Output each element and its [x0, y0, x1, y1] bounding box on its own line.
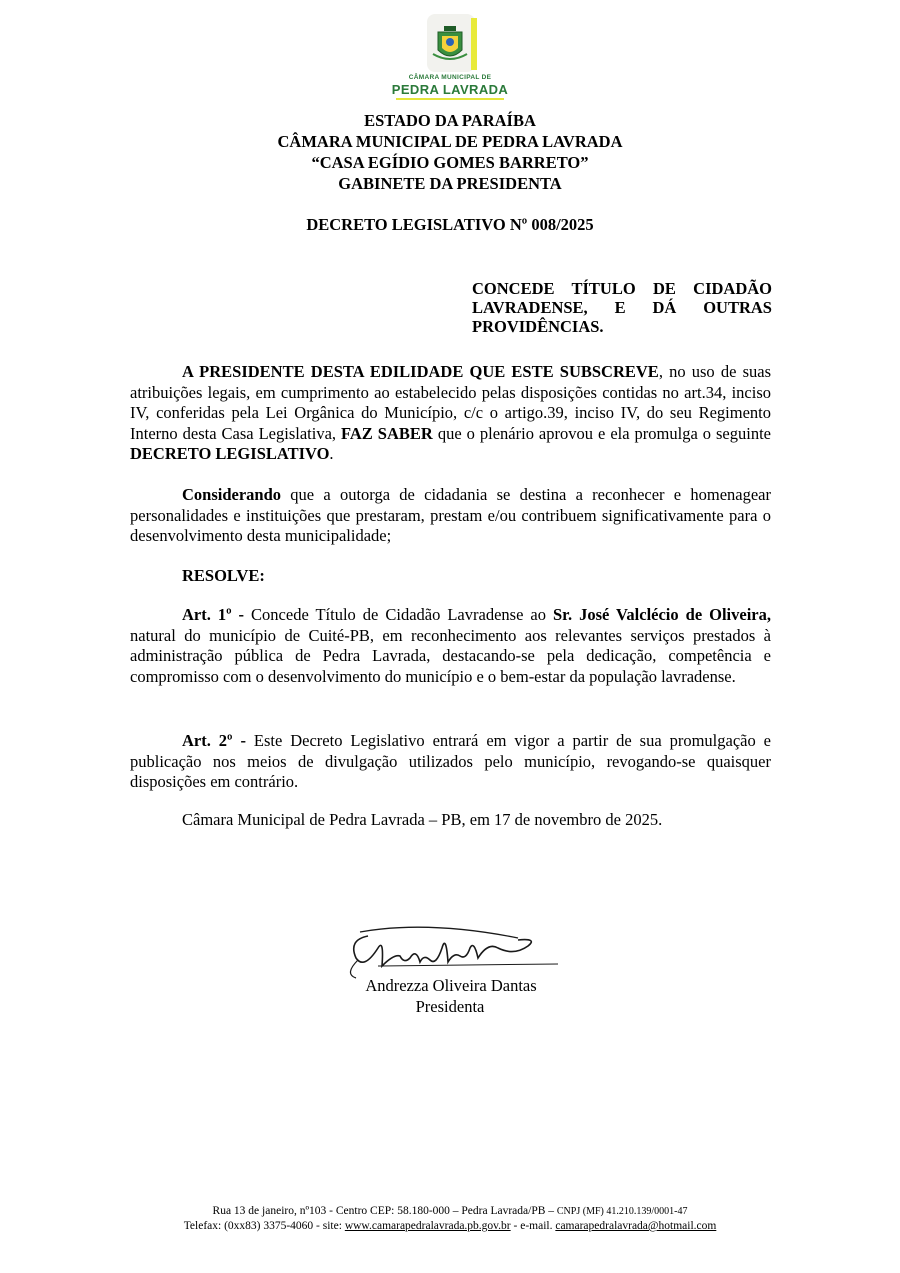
- place-and-date: [130, 810, 771, 831]
- resolve-label: RESOLVE:: [182, 566, 265, 585]
- decree-number: DECRETO LEGISLATIVO Nº 008/2025: [306, 215, 594, 234]
- honoree-name: Sr. José Valclécio de Oliveira,: [552, 605, 771, 624]
- considering-paragraph: [130, 485, 771, 547]
- page-footer: [0, 1204, 900, 1233]
- header-office: GABINETE DA PRESIDENTA: [338, 174, 562, 193]
- article-1-text-a: Concede Título de Cidadão Lavradense ao: [251, 605, 553, 624]
- footer-site-link[interactable]: www.camarapedralavrada.pb.gov.br: [344, 1220, 511, 1232]
- header-house-name: “CASA EGÍDIO GOMES BARRETO”: [311, 153, 589, 172]
- preamble-bold-mid: FAZ SABER: [341, 423, 433, 443]
- preamble-bold-end: DECRETO LEGISLATIVO: [130, 444, 330, 463]
- place-date-text: Câmara Municipal de Pedra Lavrada – PB, em 17 de novembro de 2025.: [182, 810, 663, 829]
- considering-label: Considerando: [182, 485, 282, 504]
- decree-summary: CONCEDE TÍTULO DE CIDADÃO LAVRADENSE, E DÁ OUTRAS PROVIDÊNCIAS.: [472, 279, 772, 336]
- article-2: [130, 731, 771, 793]
- preamble-text-c: .: [329, 444, 334, 463]
- footer-address: Rua 13 de janeiro, nº103 - Centro CEP: 58.180-000 – Pedra Lavrada/PB –: [212, 1205, 557, 1217]
- article-1-label: Art. 1º -: [182, 605, 252, 624]
- document-header: [0, 110, 900, 194]
- chamber-logo: [388, 12, 512, 104]
- article-2-text: Este Decreto Legislativo entrará em vigor a partir de sua promulgação e publicação nos meios de divulgação utilizados pelo município, revogando-se quaisquer disposições em contrário.: [130, 731, 771, 791]
- footer-cnpj: CNPJ (MF) 41.210.139/0001-47: [556, 1206, 688, 1217]
- preamble-paragraph: [130, 362, 771, 465]
- preamble-bold-start: A PRESIDENTE DESTA EDILIDADE QUE ESTE SUBSCREVE: [182, 362, 659, 381]
- logo-underline: [396, 98, 504, 100]
- footer-phone: Telefax: (0xx83) 3375-4060 - site:: [183, 1220, 345, 1232]
- header-chamber: CÂMARA MUNICIPAL DE PEDRA LAVRADA: [277, 132, 623, 151]
- signer-block: [0, 975, 900, 1017]
- preamble-text-a: , no uso de suas atribuições legais, em cumprimento ao estabelecido pelas disposições contidas no art.34, inciso IV, conferidas pela Lei Orgânica do Município, c/c o artigo.39, inciso IV, do seu Regimento Interno desta Casa Legislativa,: [130, 362, 771, 443]
- logo-title: PEDRA LAVRADA: [391, 82, 509, 97]
- article-1: [130, 605, 771, 687]
- logo-subtitle: CÂMARA MUNICIPAL DE: [408, 74, 492, 81]
- footer-contact-line: [0, 1219, 900, 1233]
- header-state: ESTADO DA PARAÍBA: [364, 111, 536, 130]
- article-1-text-b: natural do município de Cuité-PB, em reconhecimento aos relevantes serviços prestados à administração pública de Pedra Lavrada, destacando-se pela dedicação, competência e compromisso com o desenvolvimento do município e o bem-estar da população lavradense.: [130, 625, 771, 686]
- signer-name: Andrezza Oliveira Dantas: [365, 976, 537, 995]
- preamble-text-b: que o plenário aprovou e ela promulga o seguinte: [432, 423, 771, 443]
- resolve-heading: [130, 566, 771, 587]
- footer-email-label: - e-mail.: [510, 1220, 556, 1232]
- signer-title: Presidenta: [415, 997, 485, 1016]
- footer-email-link[interactable]: camarapedralavrada@hotmail.com: [555, 1220, 717, 1232]
- coat-of-arms-icon: [388, 12, 512, 74]
- article-2-label: Art. 2º -: [182, 731, 254, 750]
- considering-text: que a outorga de cidadania se destina a reconhecer e homenagear personalidades e instituições que prestaram, prestam e/ou contribuem significativamente para o desenvolvimento desta municipalidade;: [130, 485, 771, 545]
- footer-address-line: [0, 1204, 900, 1219]
